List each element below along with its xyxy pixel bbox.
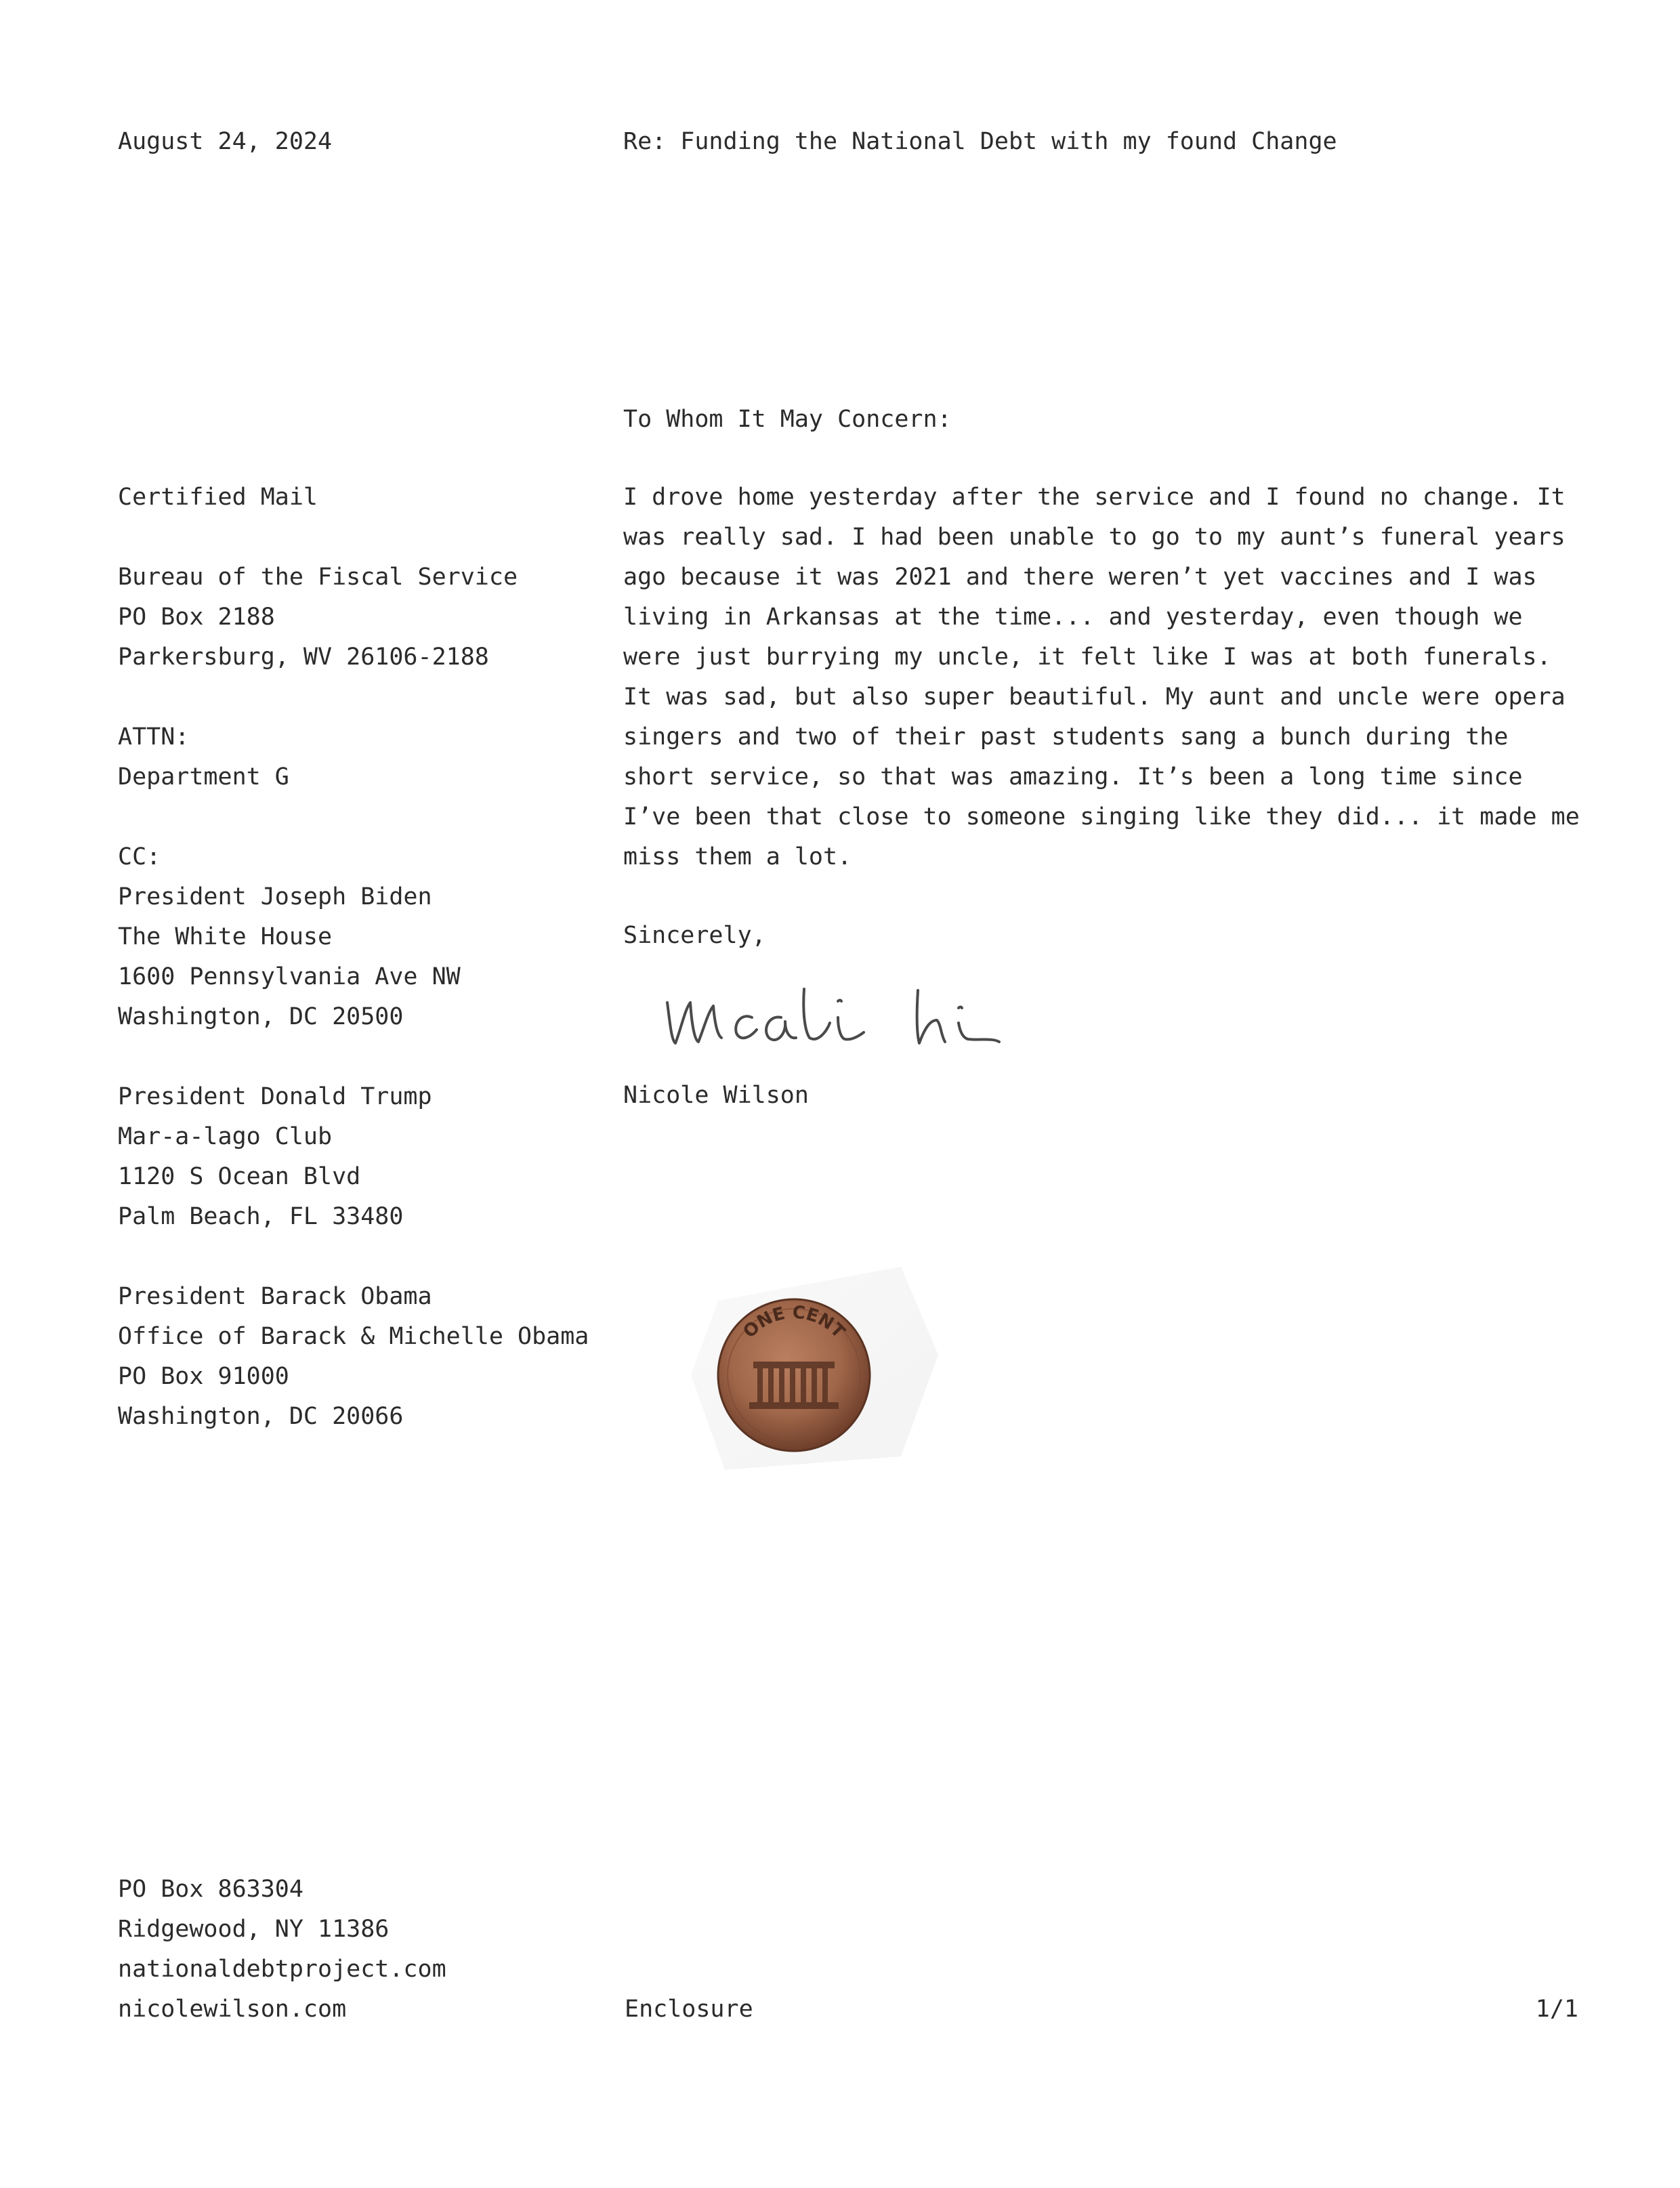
coin-top-text: ONE CENT bbox=[739, 1302, 849, 1343]
certified-mail-block bbox=[118, 478, 592, 518]
attn-block bbox=[118, 717, 592, 797]
page-number: 1/1 bbox=[1535, 1996, 1578, 2023]
website-link[interactable]: nationaldebtproject.com bbox=[118, 1956, 446, 1983]
enclosure-label: Enclosure bbox=[625, 1996, 753, 2023]
body-line: short service, so that was amazing. It’s been a long time since bbox=[623, 763, 1523, 791]
return-address-line: PO Box 863304 bbox=[118, 1876, 303, 1903]
return-address-line: Ridgewood, NY 11386 bbox=[118, 1916, 390, 1943]
cc-line: President Donald Trump bbox=[118, 1083, 432, 1110]
body-line: was really sad. I had been unable to go to my aunt’s funeral years bbox=[623, 524, 1566, 551]
letter-body bbox=[623, 478, 1585, 877]
body-line: It was sad, but also super beautiful. My aunt and uncle were opera bbox=[623, 683, 1566, 711]
closing: Sincerely, bbox=[623, 922, 766, 949]
cc-block-obama bbox=[118, 1277, 592, 1437]
body-line: ago because it was 2021 and there weren’t yet vaccines and I was bbox=[623, 564, 1537, 591]
body-line: singers and two of their past students sang a bunch during the bbox=[623, 723, 1509, 751]
body-line: I drove home yesterday after the service and I found no change. It bbox=[623, 484, 1566, 511]
cc-line: Washington, DC 20500 bbox=[118, 1003, 404, 1030]
body-line: living in Arkansas at the time... and yesterday, even though we bbox=[623, 604, 1523, 631]
certified-mail-label: Certified Mail bbox=[118, 484, 318, 511]
address-line: PO Box 2188 bbox=[118, 604, 275, 631]
cc-line: 1600 Pennsylvania Ave NW bbox=[118, 963, 461, 990]
body-line: were just burrying my uncle, it felt like I was at both funerals. bbox=[623, 644, 1551, 671]
letter-date: August 24, 2024 bbox=[118, 128, 333, 155]
cc-line: President Barack Obama bbox=[118, 1283, 432, 1310]
signer-name: Nicole Wilson bbox=[623, 1082, 809, 1109]
address-line: Parkersburg, WV 26106-2188 bbox=[118, 644, 489, 671]
recipient-address bbox=[118, 557, 592, 677]
cc-line: 1120 S Ocean Blvd bbox=[118, 1163, 361, 1190]
return-address bbox=[118, 1870, 446, 2029]
penny-coin-icon bbox=[677, 1260, 948, 1477]
cc-line: CC: bbox=[118, 843, 161, 870]
website-link[interactable]: nicolewilson.com bbox=[118, 1996, 347, 2023]
cc-line: Palm Beach, FL 33480 bbox=[118, 1203, 404, 1230]
cc-line: Office of Barack & Michelle Obama bbox=[118, 1323, 589, 1350]
cc-line: The White House bbox=[118, 923, 333, 950]
attn-line: Department G bbox=[118, 763, 289, 791]
cc-line: President Joseph Biden bbox=[118, 883, 432, 910]
attn-line: ATTN: bbox=[118, 723, 190, 751]
cc-line: Mar-a-lago Club bbox=[118, 1123, 333, 1150]
cc-block-trump bbox=[118, 1077, 592, 1237]
salutation: To Whom It May Concern: bbox=[623, 406, 952, 433]
cc-block-biden bbox=[118, 837, 592, 1037]
body-line: I’ve been that close to someone singing like they did... it made me bbox=[623, 803, 1580, 830]
cc-line: PO Box 91000 bbox=[118, 1363, 289, 1390]
letter-subject: Re: Funding the National Debt with my found Change bbox=[623, 128, 1337, 155]
address-sidebar bbox=[118, 478, 592, 1477]
address-line: Bureau of the Fiscal Service bbox=[118, 564, 518, 591]
cc-line: Washington, DC 20066 bbox=[118, 1403, 404, 1430]
signature-icon bbox=[660, 975, 1067, 1057]
body-line: miss them a lot. bbox=[623, 843, 852, 870]
